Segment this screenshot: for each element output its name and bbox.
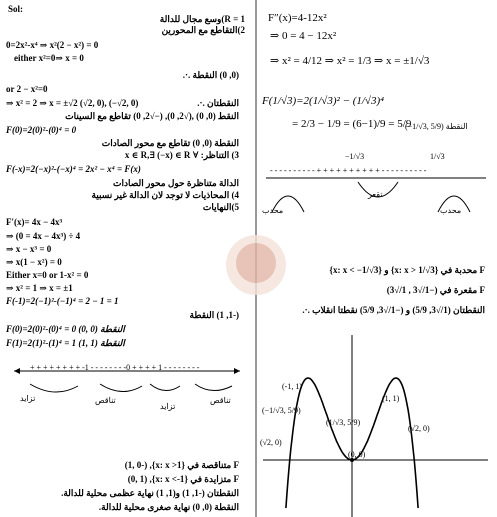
convex-summary: F محدبة في {x: x > 1/√3} و {x: x < −1/√3} — [329, 265, 485, 275]
ends-text: 5)النهايات — [202, 202, 239, 212]
label-max-right: (1, 1) — [382, 394, 400, 403]
label-decreasing-1: تناقص — [95, 396, 116, 405]
label-concave: تقعر — [368, 190, 383, 199]
inflection-point-left: (−1/√3, 5/9) النقطة — [405, 122, 468, 131]
f-inflection-value: F(1/√3)=2(1/√3)² − (1/√3)⁴ — [262, 95, 384, 107]
f-at-0: F(0)=2(0)²-(0)⁴ = 0 (0, 0) النقطة — [6, 324, 125, 334]
domain-line: R = 1)وسع مجال للدالة — [159, 14, 245, 24]
or-line: or 2 − x²=0 — [6, 84, 48, 94]
deriv-step3: ⇒ x(1 − x²) = 0 — [6, 257, 62, 267]
summary-increasing: F متزايدة في {x: x <-1}, (0, 1) — [127, 474, 239, 484]
f-inflection-result: = 2/3 − 1/9 = (6−1)/9 = 5/9 — [292, 118, 412, 130]
label-max-left: (-1, 1) — [282, 382, 302, 391]
deriv-step2: ⇒ x − x³ = 0 — [6, 244, 52, 254]
sol-label: Sol: — [8, 4, 24, 14]
label-root-right: (√2, 0) — [408, 424, 430, 433]
point-max-left: (-1, 1) النقطة — [189, 310, 239, 320]
inflection-summary: النقطتان (1/√3, 5/9) و (−1/√3, 5/9) نقطتا انقلاب .·. — [302, 305, 485, 315]
tick-right: 1/√3 — [430, 152, 445, 161]
label-increasing-2: تزايد — [160, 402, 176, 411]
deriv-step6: F(-1)=2(−1)²-(−1)⁴ = 2 − 1 = 1 — [6, 296, 119, 306]
label-convex-right: محدب — [440, 206, 462, 215]
increase-arc-1 — [30, 384, 78, 392]
f-at-1: F(1)=2(1)²-(1)⁴ = 1 (1, 1) النقطة — [6, 338, 125, 348]
label-convex-left: محدب — [262, 206, 284, 215]
label-inflection-right: (1/√3, 5/9) — [326, 418, 361, 427]
deriv-step5: ⇒ x² = 1 ⇒ x = ±1 — [6, 283, 73, 293]
label-inflection-left: (−1/√3, 5/9) — [262, 406, 301, 415]
concave-summary: F مقعرة في (−1/√3 , 1/√3) — [386, 285, 485, 295]
first-deriv-signs: + + + + + + + + -1 - - - - - - - -0 + + + + 1 - - - - - - - - — [30, 363, 200, 372]
either-line: either x²=0⇒ x = 0 — [14, 53, 84, 63]
label-decreasing-2: تناقص — [210, 396, 231, 405]
label-origin: (0, 0) — [348, 450, 366, 459]
f0-line: F(0)=2(0)²-(0)⁴ = 0 — [6, 125, 77, 135]
y-intersection: النقطة (0, 0) تقاطع مع محور الصادات — [101, 138, 239, 148]
decrease-arc-2 — [195, 384, 232, 391]
f-minus-x: F(-x)=2(−x)²-(−x)⁴ = 2x² − x⁴ = F(x) — [6, 164, 141, 174]
symmetry-text: الدالة متناظرة حول محور الصادات — [112, 178, 239, 188]
sqrt-line: ⇒ x² = 2 ⇒ x = ±√2 (√2, 0), (−√2, 0) — [6, 98, 139, 108]
derivative: F′(x)= 4x − 4x³ — [6, 217, 63, 227]
tick-left: −1/√3 — [345, 152, 365, 161]
deriv-step1: ⇒ (0 = 4x − 4x³) ÷ 4 — [6, 231, 81, 241]
decrease-arc-1 — [100, 384, 142, 392]
summary-minimum: النقطة (0, 0) نهاية صغرى محلية للدالة. — [98, 502, 239, 512]
axis-arrow-left — [14, 368, 20, 374]
axis-arrow-right — [234, 368, 240, 374]
eq-intercept: 0=2x²-x⁴ ⇒ x²(2 − x²) = 0 — [6, 40, 99, 50]
summary-maxima: النقطتان (-1, 1) و(1, 1) نهاية عظمى محلية للدالة. — [61, 488, 239, 498]
intercepts-title: 2)التقاطع مع المحورين — [161, 25, 245, 35]
second-deriv-step1: ⇒ 0 = 4 − 12x² — [270, 30, 337, 42]
label-root-left: (√2, 0) — [260, 438, 282, 447]
symmetry-header: 3) التناظر: ∀ x ∈ R,∃ (−x) ∈ R — [124, 150, 239, 160]
second-deriv-signs: - - - - - - - - - - + + + + + + + + + + - - - - - - - - - - — [270, 166, 427, 175]
label-increasing-1: تزايد — [20, 394, 36, 403]
summary-decreasing: F متناقصة في {x: x >1}, (-1, 0) — [124, 460, 239, 470]
point-origin: (0, 0) النقطة .·. — [182, 70, 239, 80]
second-deriv-step2: ⇒ x² = 4/12 ⇒ x² = 1/3 ⇒ x = ±1/√3 — [270, 55, 430, 67]
second-derivative: F″(x)=4-12x² — [268, 12, 327, 24]
function-graph — [258, 330, 494, 517]
deriv-step4: Either x=0 or 1-x² = 0 — [6, 270, 89, 280]
x-intersections: النقط (0, 0) ,(√2, 0), (−√2, 0) تقاطع مع السينات — [65, 111, 239, 121]
asymptote-text: 4) المحاذيات لا توجد لان الدالة غير نسبية — [91, 190, 239, 200]
intersect-label: النقطتان .·. — [197, 98, 239, 108]
increase-arc-2 — [150, 384, 180, 391]
